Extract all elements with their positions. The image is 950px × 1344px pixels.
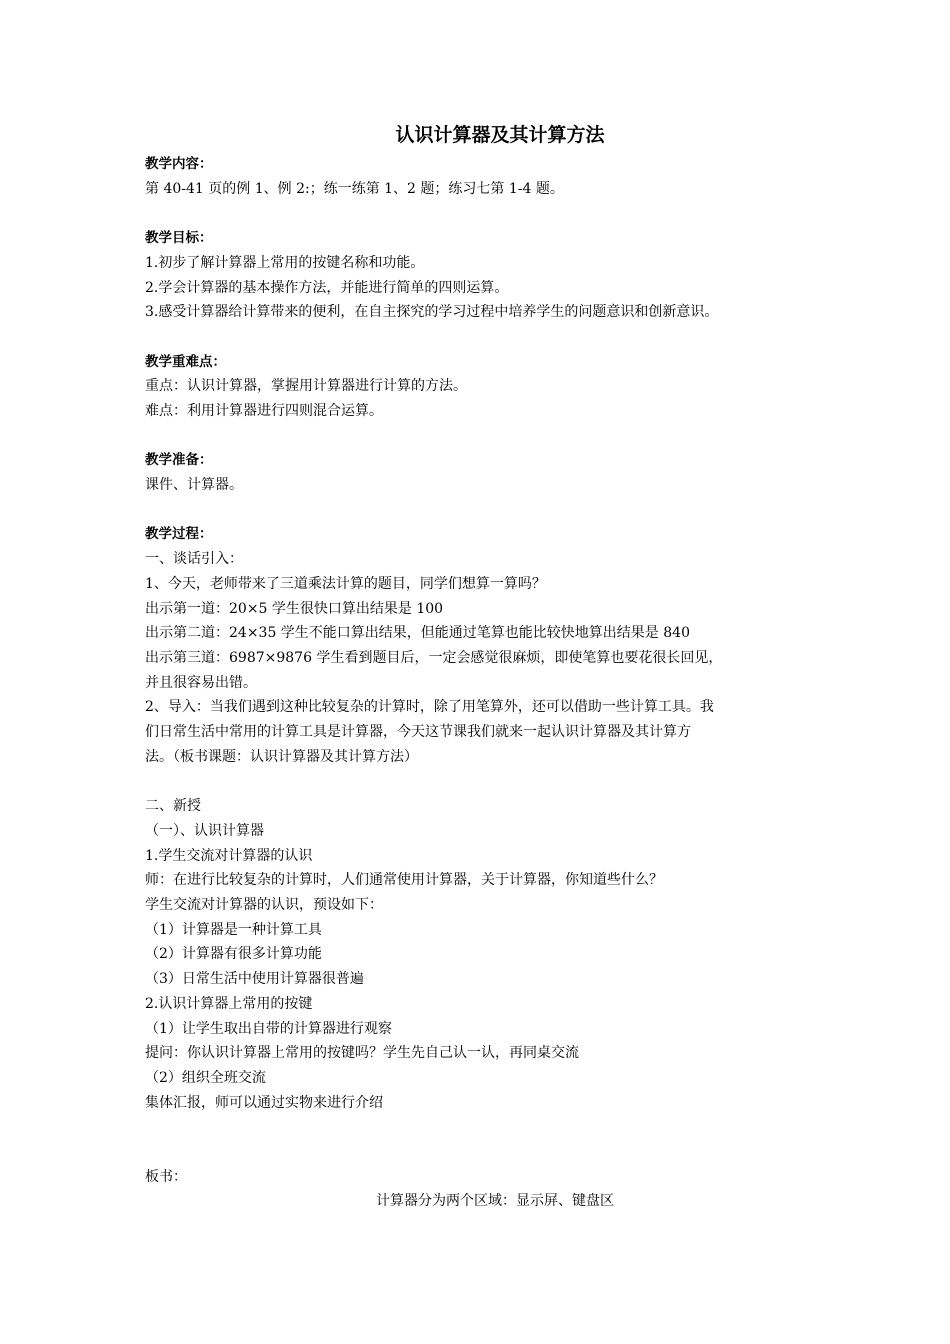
- section-heading: 教学过程：: [145, 526, 213, 543]
- text-line: 难点：利用计算器进行四则混合运算。: [145, 403, 383, 419]
- text-line: （一）、认识计算器: [145, 822, 264, 839]
- text-line: 1.学生交流对计算器的认识: [145, 847, 313, 864]
- text-line: 学生交流对计算器的认识，预设如下：: [145, 897, 383, 914]
- text-line: 板书：: [145, 1168, 187, 1185]
- text-line: （3）日常生活中使用计算器很普遍: [145, 971, 364, 988]
- text-line: 出示第一道：20×5 学生很快口算出结果是 100: [145, 600, 444, 617]
- blank-line: [145, 325, 835, 350]
- blank-line: [145, 770, 835, 795]
- text-line: 2、导入：当我们遇到这种比较复杂的计算时，除了用笔算外，还可以借助一些计算工具。我: [145, 699, 714, 716]
- text-line: 课件、计算器。: [145, 477, 243, 494]
- text-line: （2）计算器有很多计算功能: [145, 946, 322, 963]
- section-heading: 教学内容：: [145, 156, 213, 172]
- text-line: （1）计算器是一种计算工具: [145, 921, 322, 938]
- text-line: 并且很容易出错。: [145, 674, 257, 691]
- section-heading: 教学重难点：: [145, 353, 226, 370]
- section-heading: 教学目标：: [145, 230, 213, 247]
- text-line: 2.认识计算器上常用的按键: [145, 995, 313, 1012]
- text-line: （2）组织全班交流: [145, 1069, 266, 1086]
- text-line: 一、谈话引入：: [145, 551, 243, 568]
- blank-line: [145, 1115, 835, 1140]
- text-line: 师：在进行比较复杂的计算时，人们通常使用计算器，关于计算器，你知道些什么？: [145, 872, 663, 889]
- document-body: [145, 152, 835, 1214]
- text-line: 们日常生活中常用的计算工具是计算器，今天这节课我们就来一起认识计算器及其计算方: [145, 724, 691, 741]
- text-line: 第 40-41 页的例 1、例 2:；练一练第 1、2 题；练习七第 1-4 题。: [145, 180, 564, 197]
- text-line: 二、新授: [145, 798, 201, 815]
- text-line: 1.初步了解计算器上常用的按键名称和功能。: [145, 254, 425, 271]
- text-line: 提问：你认识计算器上常用的按键吗？学生先自己认一认，再同桌交流: [145, 1045, 579, 1062]
- text-line: 集体汇报，师可以通过实物来进行介绍: [145, 1094, 383, 1111]
- text-line: 3.感受计算器给计算带来的便利，在自主探究的学习过程中培养学生的问题意识和创新意识。: [145, 304, 719, 321]
- blank-line: [145, 1140, 835, 1165]
- blank-line: [145, 498, 835, 523]
- section-heading: 教学准备：: [145, 452, 213, 469]
- document-title: 认识计算器及其计算方法: [395, 124, 605, 146]
- text-line: 重点：认识计算器，掌握用计算器进行计算的方法。: [145, 378, 467, 395]
- text-line: 法。（板书课题：认识计算器及其计算方法）: [145, 748, 418, 765]
- text-line: 2.学会计算器的基本操作方法，并能进行简单的四则运算。: [145, 279, 509, 296]
- blank-line: [145, 201, 835, 226]
- text-line: 出示第三道：6987×9876 学生看到题目后，一定会感觉很麻烦，即使笔算也要花很长回见，: [145, 650, 723, 666]
- document-page: [145, 118, 835, 1214]
- text-line: 1、今天，老师带来了三道乘法计算的题目，同学们想算一算吗？: [145, 575, 546, 592]
- text-line: 出示第二道：24×35 学生不能口算出结果，但能通过笔算也能比较快地算出结果是 840: [145, 625, 690, 642]
- text-line: 计算器分为两个区域：显示屏、键盘区: [376, 1193, 614, 1210]
- blank-line: [145, 424, 835, 449]
- text-line: （1）让学生取出自带的计算器进行观察: [145, 1020, 392, 1037]
